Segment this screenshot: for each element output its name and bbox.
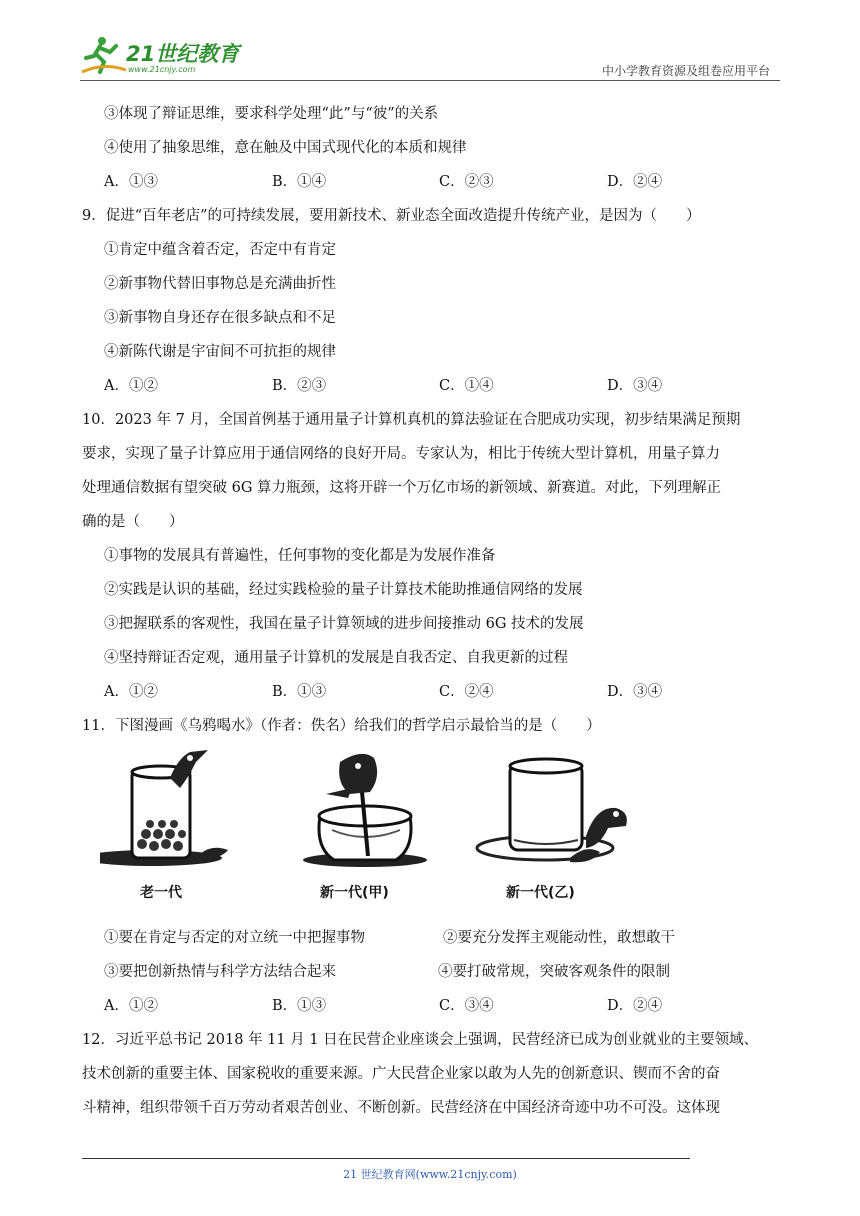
logo-url: www.21cnjy.com bbox=[128, 65, 196, 74]
q11-stem: 11．下图漫画《乌鸦喝水》（作者：佚名）给我们的哲学启示最恰当的是（ ） bbox=[82, 718, 601, 734]
q10-item-2: ②实践是认识的基础，经过实践检验的量子计算技术能助推通信网络的发展 bbox=[104, 582, 583, 598]
q8-choice-d[interactable]: D．②④ bbox=[607, 174, 663, 190]
footer-link[interactable]: 21 世纪教育网(www.21cnjy.com) bbox=[343, 1168, 517, 1181]
runner-logo-icon bbox=[80, 32, 128, 76]
comic-caption-1: 老一代 bbox=[140, 885, 182, 901]
platform-name: 中小学教育资源及组卷应用平台 bbox=[601, 64, 770, 78]
q12-stem-line-2: 技术创新的重要主体、国家税收的重要来源。广大民营企业家以敢为人先的创新意识、锲而不舍的奋 bbox=[82, 1066, 720, 1082]
q11-item-2: ②要充分发挥主观能动性，敢想敢干 bbox=[443, 930, 675, 946]
q9-stem: 9．促进“百年老店”的可持续发展，要用新技术、新业态全面改造提升传统产业，是因为（ ） bbox=[82, 208, 701, 224]
q8-choice-c[interactable]: C．②③ bbox=[439, 174, 494, 190]
q9-choice-c[interactable]: C．①④ bbox=[439, 378, 494, 394]
q10-choice-b[interactable]: B．①③ bbox=[272, 684, 327, 700]
page-header bbox=[80, 28, 780, 80]
q11-item-3: ③要把创新热情与科学方法结合起来 bbox=[104, 964, 336, 980]
q11-choice-d[interactable]: D．②④ bbox=[607, 998, 663, 1014]
q11-item-4: ④要打破常规，突破客观条件的限制 bbox=[438, 964, 670, 980]
q8-choice-a[interactable]: A．①③ bbox=[104, 174, 158, 190]
q12-stem-line-1: 12．习近平总书记 2018 年 11 月 1 日在民营企业座谈会上强调，民营经济已成为创业就业的主要领域、 bbox=[82, 1032, 759, 1048]
q9-choice-d[interactable]: D．③④ bbox=[607, 378, 663, 394]
q8-choice-b[interactable]: B．①④ bbox=[272, 174, 327, 190]
panel-old-generation bbox=[100, 750, 228, 866]
q9-choice-b[interactable]: B．②③ bbox=[272, 378, 327, 394]
q8-option-3: ③体现了辩证思维，要求科学处理“此”与“彼”的关系 bbox=[104, 106, 439, 122]
q10-stem-line-1: 10．2023 年 7 月，全国首例基于通用量子计算机真机的算法验证在合肥成功实现，初步结果满足预期 bbox=[82, 412, 741, 428]
q10-stem-line-3: 处理通信数据有望突破 6G 算力瓶颈，这将开辟一个万亿市场的新领域、新赛道。对此，下列理解正 bbox=[82, 480, 722, 496]
q10-choice-d[interactable]: D．③④ bbox=[607, 684, 663, 700]
comic-caption-3: 新一代(乙) bbox=[506, 885, 575, 901]
q8-option-4: ④使用了抽象思维，意在触及中国式现代化的本质和规律 bbox=[104, 140, 467, 156]
q9-item-3: ③新事物自身还存在很多缺点和不足 bbox=[104, 310, 336, 326]
site-logo[interactable] bbox=[80, 32, 250, 76]
logo-text: 21世纪教育 bbox=[126, 42, 240, 66]
q10-item-3: ③把握联系的客观性，我国在量子计算领域的进步间接推动 6G 技术的发展 bbox=[104, 616, 584, 632]
q10-choice-c[interactable]: C．②④ bbox=[439, 684, 494, 700]
comic-caption-2: 新一代(甲) bbox=[320, 885, 389, 901]
q10-stem-line-4: 确的是（ ） bbox=[82, 514, 184, 530]
footer-divider bbox=[82, 1158, 690, 1159]
panel-new-generation-a bbox=[303, 754, 427, 867]
q9-choice-a[interactable]: A．①② bbox=[104, 378, 158, 394]
q11-choice-c[interactable]: C．③④ bbox=[439, 998, 494, 1014]
q9-item-1: ①肯定中蕴含着否定，否定中有肯定 bbox=[104, 242, 336, 258]
q9-item-2: ②新事物代替旧事物总是充满曲折性 bbox=[104, 276, 336, 292]
q12-stem-line-3: 斗精神，组织带领千百万劳动者艰苦创业、不断创新。民营经济在中国经济奇迹中功不可没。这体现 bbox=[82, 1100, 720, 1116]
q11-item-1: ①要在肯定与否定的对立统一中把握事物 bbox=[104, 930, 365, 946]
q11-choice-a[interactable]: A．①② bbox=[104, 998, 158, 1014]
q10-choice-a[interactable]: A．①② bbox=[104, 684, 158, 700]
panel-new-generation-b bbox=[477, 759, 627, 862]
q10-item-1: ①事物的发展具有普遍性，任何事物的变化都是为发展作准备 bbox=[104, 548, 496, 564]
q9-item-4: ④新陈代谢是宇宙间不可抗拒的规律 bbox=[104, 344, 336, 360]
q11-choice-b[interactable]: B．①③ bbox=[272, 998, 327, 1014]
header-divider bbox=[80, 80, 780, 81]
q10-item-4: ④坚持辩证否定观，通用量子计算机的发展是自我否定、自我更新的过程 bbox=[104, 650, 568, 666]
q10-stem-line-2: 要求，实现了量子计算应用于通信网络的良好开局。专家认为，相比于传统大型计算机，用量子算力 bbox=[82, 446, 720, 462]
